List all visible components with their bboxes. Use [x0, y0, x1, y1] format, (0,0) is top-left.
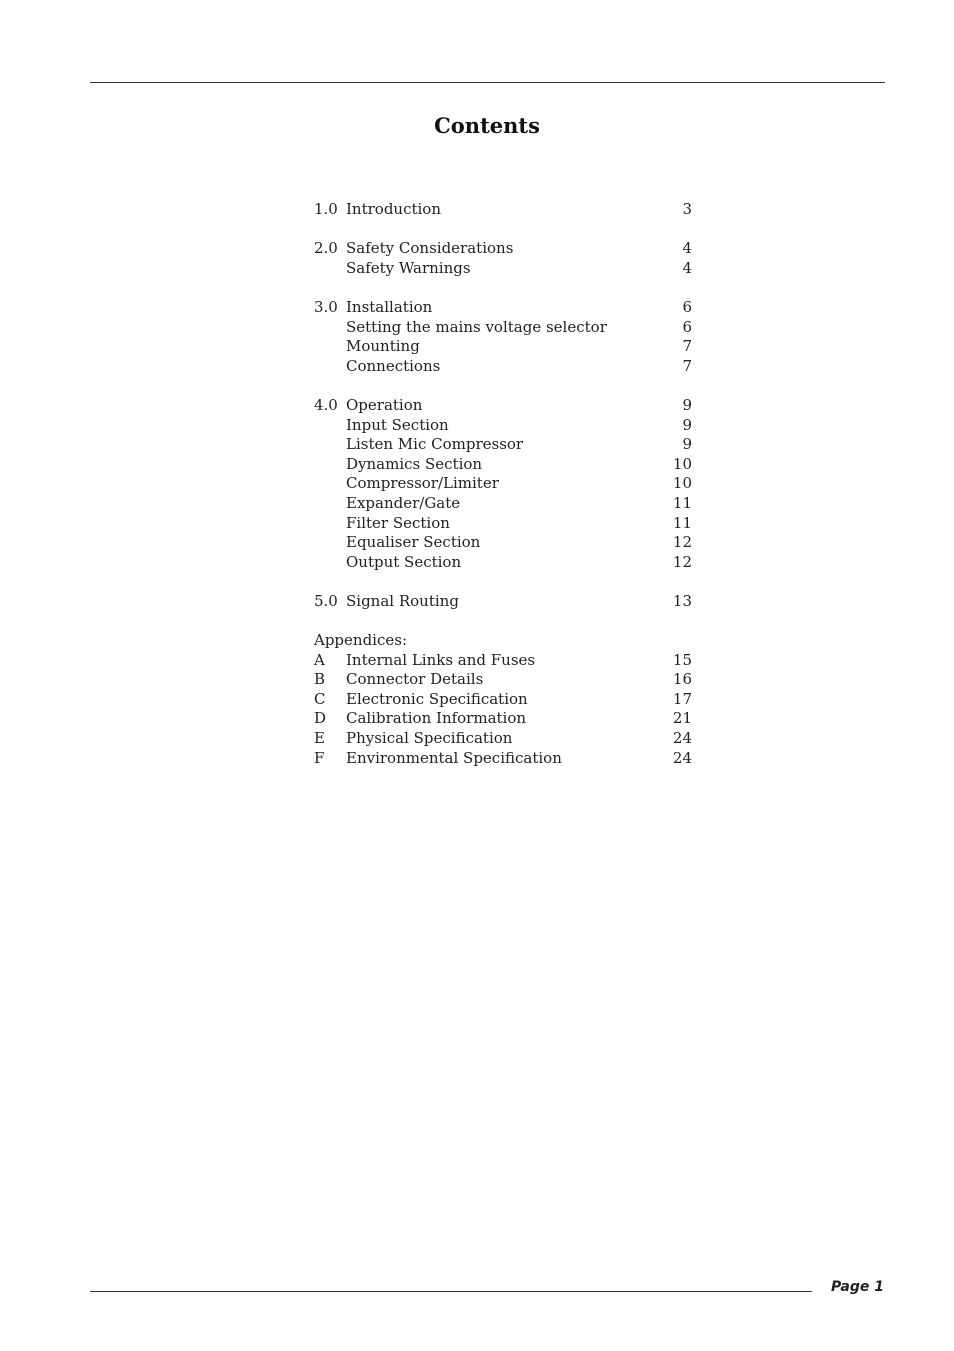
toc-entry-page: 24 — [672, 729, 692, 748]
toc-entry — [314, 200, 692, 220]
toc-entry-number: B — [314, 670, 326, 689]
toc-entry — [314, 494, 692, 514]
toc-entry — [314, 553, 692, 573]
toc-entry-title: Electronic Specification — [346, 689, 528, 708]
toc-entry-title: Internal Links and Fuses — [346, 650, 536, 669]
toc-entry-title: Environmental Specification — [346, 748, 562, 767]
toc-entry-page: 15 — [672, 650, 692, 669]
toc-entry-page: 10 — [672, 474, 692, 493]
section-gap — [314, 220, 692, 240]
toc-entry-title: Listen Mic Compressor — [346, 435, 524, 454]
bottom-rule — [90, 1291, 812, 1292]
toc-entry-number: 4.0 — [314, 395, 338, 414]
page-title: Contents — [434, 113, 540, 138]
section-gap — [314, 611, 692, 631]
toc-entry-title: Mounting — [346, 337, 420, 356]
toc-entry-page: 11 — [672, 513, 692, 532]
toc-entry-page: 3 — [682, 200, 692, 218]
toc-entry-title: Connector Details — [346, 670, 484, 689]
toc-entry-title: Output Section — [346, 552, 462, 571]
toc-entry — [314, 318, 692, 338]
toc-entry — [314, 455, 692, 475]
toc-entry-number: 1.0 — [314, 200, 338, 218]
appendices-heading: Appendices: — [314, 631, 408, 650]
toc-entry — [314, 416, 692, 436]
toc-entry-page: 9 — [682, 415, 692, 434]
toc-entry — [314, 474, 692, 494]
toc-entry-title: Installation — [346, 297, 433, 316]
toc-entry-number: 3.0 — [314, 297, 338, 316]
appendices-heading-row — [314, 631, 692, 651]
toc-entry — [314, 690, 692, 710]
toc-entry-number: 2.0 — [314, 239, 338, 258]
toc-entry-number: 5.0 — [314, 591, 338, 610]
toc-entry-page: 21 — [672, 709, 692, 728]
toc-entry-page: 4 — [682, 258, 692, 277]
toc-entry-number: F — [314, 748, 325, 767]
toc-entry — [314, 592, 692, 612]
toc-entry-title: Calibration Information — [346, 709, 527, 728]
toc-entry-title: Signal Routing — [346, 591, 459, 610]
toc-entry-page: 9 — [682, 395, 692, 414]
toc-entry — [314, 514, 692, 534]
toc-entry — [314, 749, 692, 769]
toc-entry — [314, 729, 692, 749]
toc-entry-page: 7 — [682, 337, 692, 356]
toc-entry-title: Dynamics Section — [346, 454, 483, 473]
toc-entry-title: Setting the mains voltage selector — [346, 317, 607, 336]
page-number: Page 1 — [831, 1279, 884, 1295]
toc-entry-page: 4 — [682, 239, 692, 258]
toc-entry-title: Filter Section — [346, 513, 450, 532]
toc-entry-page: 16 — [672, 670, 692, 689]
toc-entry-page: 6 — [682, 297, 692, 316]
toc-entry — [314, 298, 692, 318]
toc-entry — [314, 259, 692, 279]
toc-entry — [314, 533, 692, 553]
toc-entry — [314, 396, 692, 416]
toc-entry-title: Introduction — [346, 200, 441, 218]
toc-entry — [314, 337, 692, 357]
toc-entry-title: Equaliser Section — [346, 533, 481, 552]
toc-entry-title: Input Section — [346, 415, 449, 434]
toc-entry — [314, 239, 692, 259]
toc-entry — [314, 357, 692, 377]
toc-entry-page: 11 — [672, 493, 692, 512]
toc-entry-title: Compressor/Limiter — [346, 474, 499, 493]
toc-entry — [314, 670, 692, 690]
toc-entry-page: 24 — [672, 748, 692, 767]
section-gap — [314, 376, 692, 396]
section-gap — [314, 278, 692, 298]
toc-entry-page: 10 — [672, 454, 692, 473]
toc-entry-page: 13 — [672, 591, 692, 610]
toc-entry-page: 9 — [682, 435, 692, 454]
toc-entry-title: Physical Specification — [346, 729, 513, 748]
toc-entry-title: Expander/Gate — [346, 493, 461, 512]
toc-entry-page: 7 — [682, 356, 692, 375]
toc-entry-page: 17 — [672, 689, 692, 708]
table-of-contents — [314, 200, 692, 768]
toc-entry-title: Operation — [346, 395, 423, 414]
toc-entry-title: Safety Warnings — [346, 258, 471, 277]
toc-entry — [314, 651, 692, 671]
toc-entry-page: 12 — [672, 533, 692, 552]
toc-entry-number: E — [314, 729, 325, 748]
toc-entry-title: Connections — [346, 356, 441, 375]
top-rule — [90, 82, 885, 83]
toc-entry — [314, 709, 692, 729]
toc-entry-number: C — [314, 689, 326, 708]
section-gap — [314, 572, 692, 592]
toc-entry-number: A — [314, 650, 325, 669]
toc-entry-page: 6 — [682, 317, 692, 336]
toc-entry-page: 12 — [672, 552, 692, 571]
toc-entry — [314, 435, 692, 455]
toc-entry-title: Safety Considerations — [346, 239, 514, 258]
toc-entry-number: D — [314, 709, 327, 728]
